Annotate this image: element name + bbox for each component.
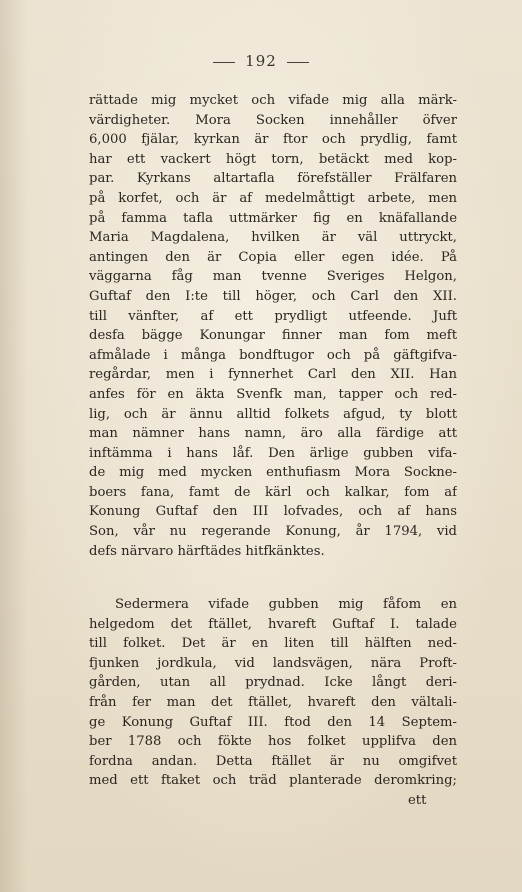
text-line: defs närvaro härftädes hitfkänktes. <box>89 543 325 559</box>
text-line: anfes för en äkta Svenfk man, tapper och red- <box>89 386 457 402</box>
text-line: de mig med mycken enthufiasm Mora Sockne- <box>89 465 457 481</box>
text-line: Maria Magdalena, hvilken är väl uttryckt, <box>89 230 457 246</box>
text-line: Konung Guftaf den III lofvades, och af hans <box>89 504 457 520</box>
text-line: antingen den är Copia eller egen idée. På <box>89 249 457 265</box>
text-line: afmålade i många bondftugor och på gäftgifva- <box>89 347 457 363</box>
text-line: ge Konung Guftaf III. ftod den 14 Septem- <box>89 714 457 730</box>
text-line: inftämma i hans låf. Den ärlige gubben vifa- <box>89 445 457 461</box>
text-line: 6,000 fjälar, kyrkan är ftor och prydlig, famt <box>89 132 457 148</box>
text-line: från fer man det ftället, hvareft den vältali- <box>89 694 457 710</box>
text-line: med ett ftaket och träd planterade deromkring; <box>89 773 457 789</box>
text-line: par. Kyrkans altartafla förefställer Frälfaren <box>89 171 457 187</box>
header-dash-right <box>287 62 309 63</box>
page-header <box>0 52 522 70</box>
paragraph-1 <box>89 91 457 561</box>
text-line: fordna andan. Detta ftället är nu omgifvet <box>89 753 457 769</box>
text-line: ber 1788 och fökte hos folket upplifva den <box>89 734 457 750</box>
text-line: regårdar, men i fynnerhet Carl den XII. Han <box>89 367 457 383</box>
catchword: ett <box>408 793 427 808</box>
text-line: till folket. Det är en liten till hälften ned- <box>89 636 457 652</box>
text-line: värdigheter. Mora Socken innehåller öfver <box>89 112 457 128</box>
text-line: till vänfter, af ett prydligt utfeende. Juft <box>89 308 457 324</box>
text-line: Sedermera vifade gubben mig fåfom en <box>115 597 457 612</box>
paragraph-2 <box>89 595 457 791</box>
text-line: Son, vår nu regerande Konung, år 1794, vid <box>89 524 457 540</box>
text-line: väggarna fåg man tvenne Sveriges Helgon, <box>89 269 457 285</box>
page-number: 192 <box>245 52 277 70</box>
text-line: boers fana, famt de kärl och kalkar, fom af <box>89 484 457 500</box>
text-line: desfa bägge Konungar finner man fom meft <box>89 328 457 344</box>
text-line: gården, utan all prydnad. Icke långt deri- <box>89 675 457 691</box>
text-line: fjunken jordkula, vid landsvägen, nära Proft- <box>89 655 457 671</box>
text-line: Guftaf den I:te till höger, och Carl den XII. <box>89 288 457 304</box>
text-line: på korfet, och är af medelmåttigt arbete, men <box>89 190 457 206</box>
text-line: på famma tafla uttmärker fig en knäfallande <box>89 210 457 226</box>
text-line: rättade mig mycket och vifade mig alla märk- <box>89 93 457 108</box>
header-dash-left <box>213 62 235 63</box>
text-line: har ett vackert högt torn, betäckt med kop- <box>89 151 457 167</box>
text-line: helgedom det ftället, hvareft Guftaf I. talade <box>89 616 457 632</box>
text-line: lig, och är ännu alltid folkets afgud, ty blott <box>89 406 457 422</box>
text-line: man nämner hans namn, äro alla färdige att <box>89 426 457 442</box>
